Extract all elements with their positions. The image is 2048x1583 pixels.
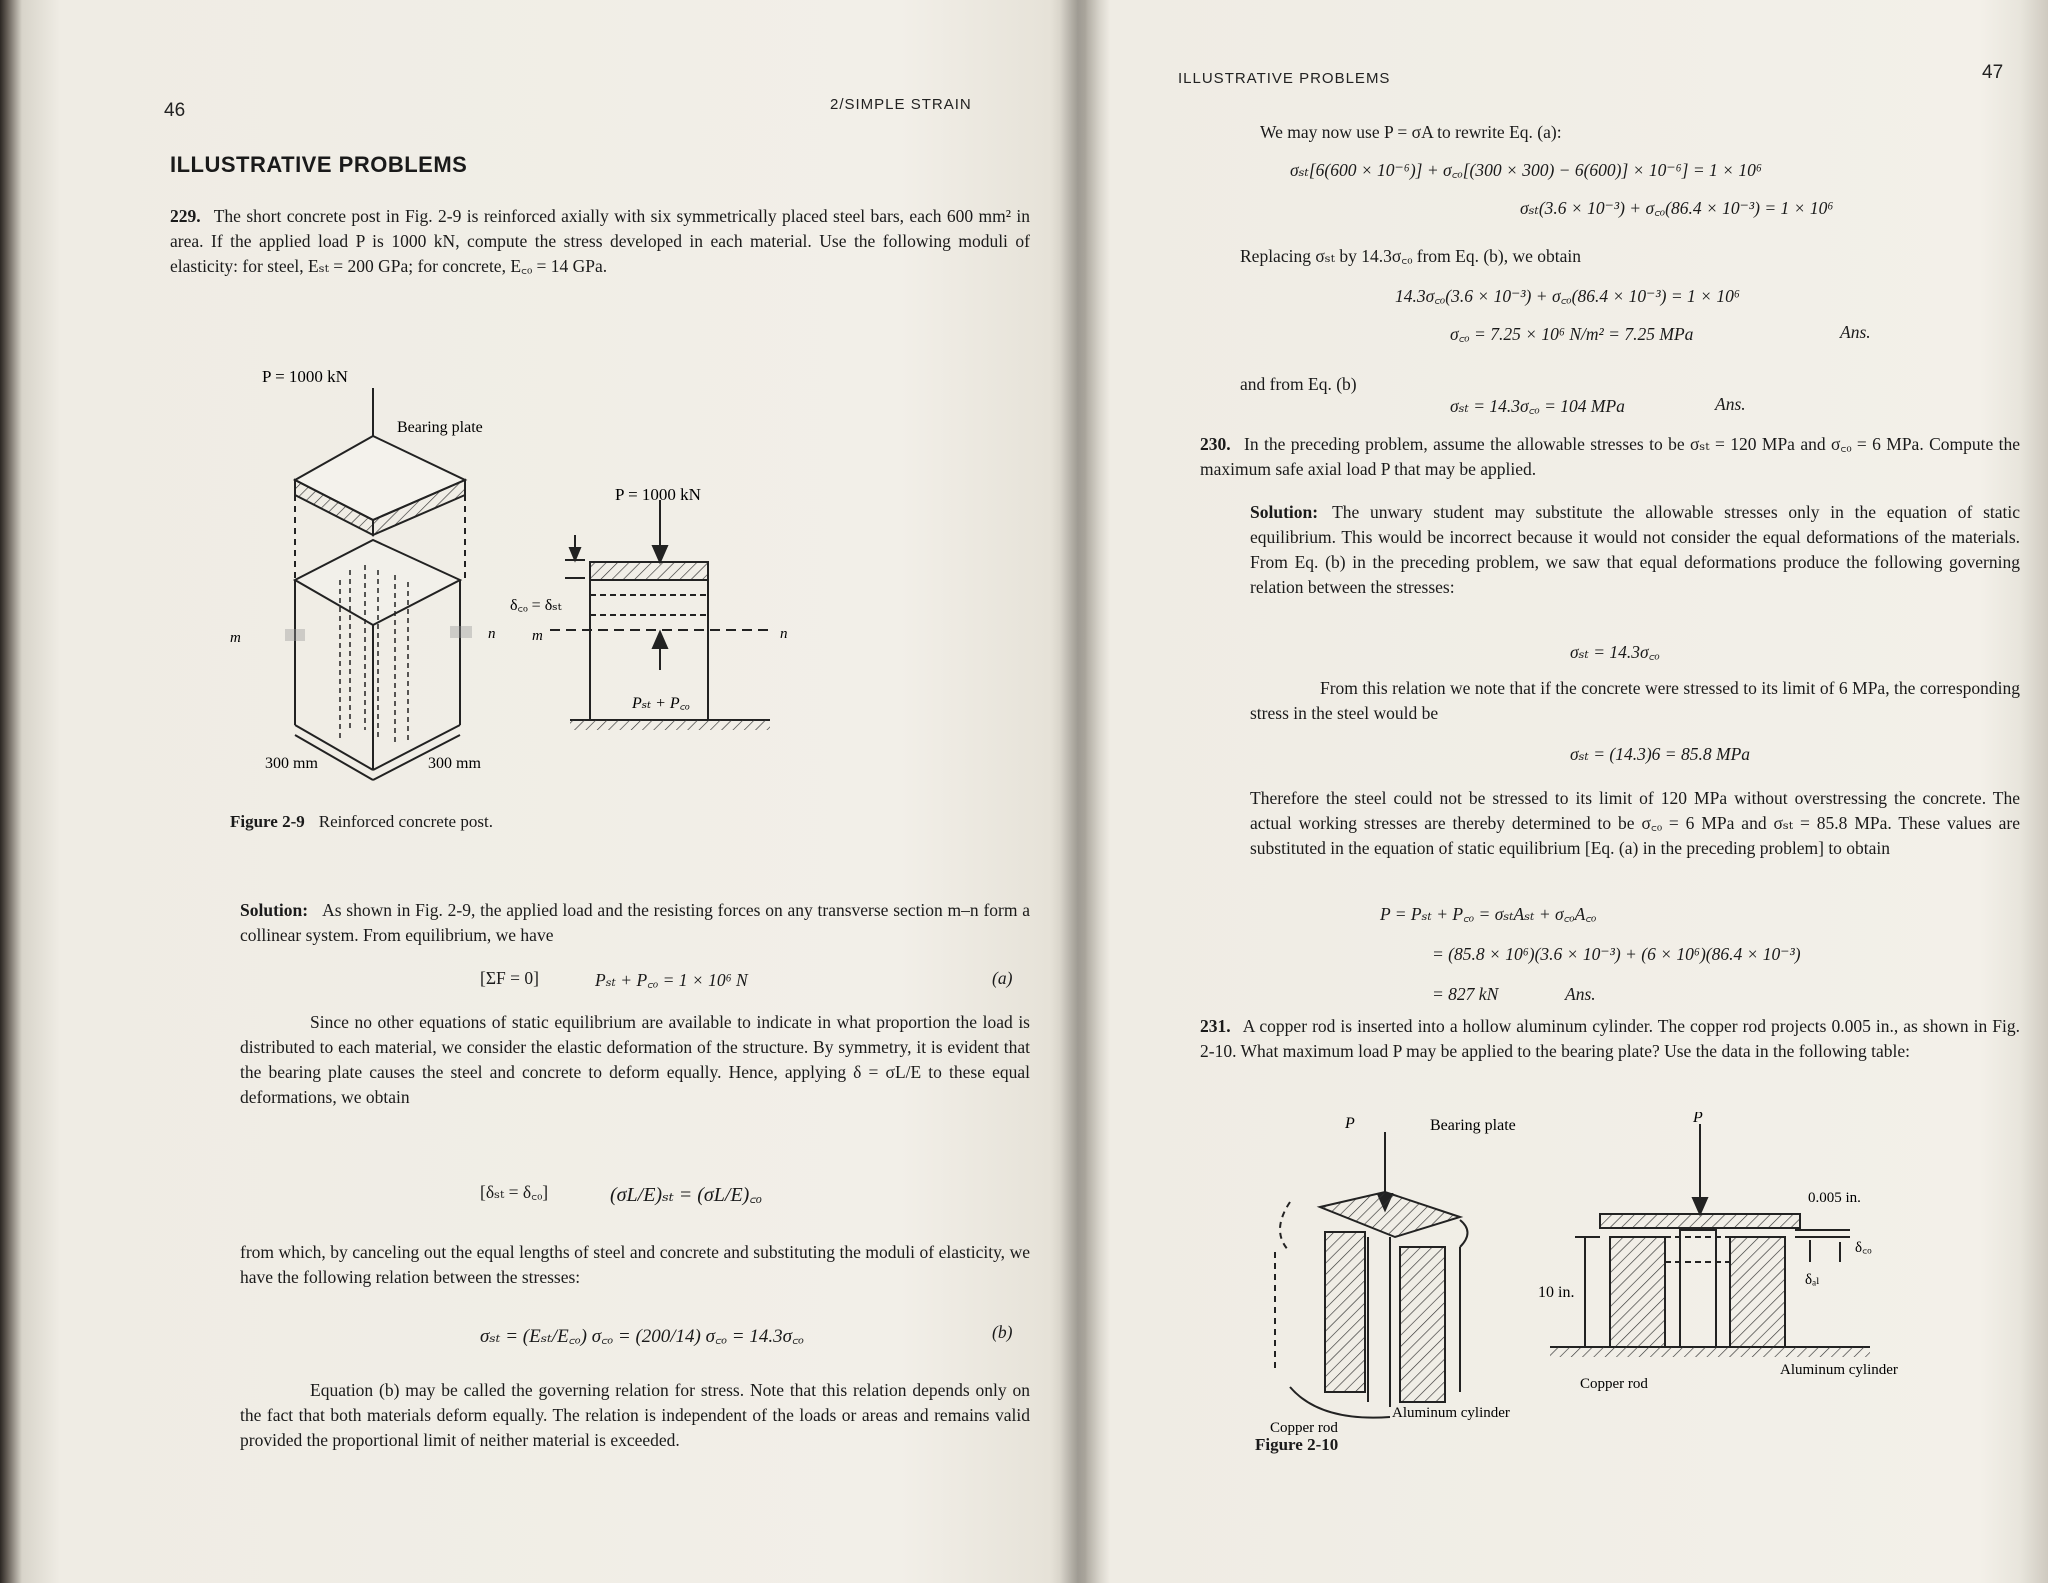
eq-b: σₛₜ = (Eₛₜ/E꜀ₒ) σ꜀ₒ = (200/14) σ꜀ₒ = 14.3σ꜀ₒ [480, 1326, 804, 1347]
forces-label: Pₛₜ + P꜀ₒ [632, 695, 690, 712]
paragraph-3: from which, by canceling out the equal lengths of steel and concrete and substituting the moduli of elasticity, we have the following relation between the stresses: [240, 1242, 1030, 1287]
paragraph-2: Since no other equations of static equilibrium are available to indicate in what proportion the load is distributed to each material, we consider the elastic deformation of the structure. By symmetry, it is evident that the bearing plate causes the steel and concrete to deform equally. Hence, applying δ = σL/E to these equal deformations, we obtain [240, 1012, 1030, 1107]
eq-9: = (85.8 × 10⁶)(3.6 × 10⁻³) + (6 × 10⁶)(86.4 × 10⁻³) [1432, 944, 1801, 964]
gap-label: 0.005 in. [1808, 1190, 1861, 1206]
bearing-plate-label: Bearing plate [1430, 1117, 1516, 1134]
book-gutter [1060, 0, 1100, 1583]
solution-230 [1250, 500, 2020, 600]
problem-number: 231. [1200, 1016, 1231, 1036]
post-isometric [285, 388, 472, 780]
figure-caption-2-10: Figure 2-10 [1255, 1435, 1339, 1454]
p-label-right: P [1693, 1112, 1703, 1126]
delta-al-label: δₐₗ [1805, 1272, 1820, 1288]
eq-a-tag: (a) [992, 968, 1013, 988]
section-view [1550, 1124, 1870, 1357]
eq-7: σₛₜ = (14.3)6 = 85.8 MPa [1570, 744, 1751, 764]
figure-2-9 [210, 370, 1030, 790]
figure-caption-text: Reinforced concrete post. [318, 812, 493, 831]
eq-a: Pₛₜ + P꜀ₒ = 1 × 10⁶ N [595, 970, 748, 990]
dim-label-2: 300 mm [428, 755, 481, 772]
paragraph-230c: Therefore the steel could not be stressed to its limit of 120 MPa without overstressing the concrete. The actual working stresses are thereby determined to be σ꜀ₒ = 6 MPa and σₛₜ = 85.8 MPa. These values are substituted in the equation of static equilibrium [Eq. (a) in the preceding problem] to obtain [1250, 788, 2020, 858]
line-1: We may now use P = σA to rewrite Eq. (a): [1260, 122, 1562, 142]
section-title: ILLUSTRATIVE PROBLEMS [170, 152, 468, 177]
ans-3: Ans. [1565, 984, 1596, 1004]
line-2: Replacing σₛₜ by 14.3σ꜀ₒ from Eq. (b), we obtain [1240, 246, 1582, 266]
eq-delta: (σL/E)ₛₜ = (σL/E)꜀ₒ [610, 1184, 762, 1206]
aluminum-label-left: Aluminum cylinder [1392, 1405, 1510, 1421]
n-label-left: n [488, 626, 496, 642]
page-number-right: 47 [1982, 62, 2004, 83]
eq-5: σₛₜ = 14.3σ꜀ₒ = 104 MPa [1450, 396, 1625, 416]
solution-label: Solution: [1250, 502, 1319, 522]
paragraph-4: Equation (b) may be called the governing relation for stress. Note that this relation depends only on the fact that both materials deform equally. The relation is independent of the loads or areas and remains valid provided the proportional limit of neither material is exceeded. [240, 1380, 1030, 1450]
problem-text: In the preceding problem, assume the allowable stresses to be σₛₜ = 120 MPa and σ꜀ₒ = 6 MPa. Compute the maximum safe axial load P that may be applied. [1200, 434, 2021, 479]
problem-text: The short concrete post in Fig. 2-9 is reinforced axially with six symmetrically placed steel bars, each 600 mm² in area. If the applied load P is 1000 kN, compute the stress developed in each material. Use the following moduli of elasticity: for steel, Eₛₜ = 200 GPa; for concrete, E꜀ₒ = 14 GPa. [170, 206, 1030, 276]
height-label: 10 in. [1538, 1284, 1575, 1301]
eq-b-tag: (b) [992, 1322, 1013, 1342]
ans-1: Ans. [1840, 322, 1871, 342]
figure-caption-2-9 [230, 812, 493, 832]
load-label-right: P = 1000 kN [615, 485, 701, 504]
solution-text: As shown in Fig. 2-9, the applied load and the resisting forces on any transverse section m–n form a collinear system. From equilibrium, we have [240, 900, 1030, 945]
copper-rod-label-left: Copper rod [1270, 1420, 1338, 1436]
n-label-right: n [780, 626, 788, 642]
delta-label: δ꜀ₒ = δₛₜ [510, 597, 562, 614]
problem-text: A copper rod is inserted into a hollow aluminum cylinder. The copper rod projects 0.005 in., as shown in Fig. 2-10. What maximum load P may be applied to the bearing plate? Use the data in the following table: [1200, 1016, 2020, 1061]
paragraph-230b: From this relation we note that if the concrete were stressed to its limit of 6 MPa, the corresponding stress in the steel would be [1250, 678, 2020, 723]
eq-a-left: [ΣF = 0] [480, 968, 539, 988]
solution-229 [240, 898, 1030, 948]
line-3: and from Eq. (b) [1240, 374, 1357, 394]
eq-6: σₛₜ = 14.3σ꜀ₒ [1570, 642, 1660, 662]
bearing-plate-label: Bearing plate [397, 419, 483, 436]
problem-229 [170, 204, 1030, 279]
load-label-left: P = 1000 kN [262, 370, 348, 386]
copper-rod-label-right: Copper rod [1580, 1376, 1648, 1392]
problem-231 [1200, 1014, 2020, 1064]
dim-label-1: 300 mm [265, 755, 318, 772]
solution-label: Solution: [240, 900, 309, 920]
eq-10: = 827 kN [1432, 984, 1499, 1004]
eq-8: P = Pₛₜ + P꜀ₒ = σₛₜAₛₜ + σ꜀ₒA꜀ₒ [1380, 904, 1597, 924]
isometric-assembly [1275, 1132, 1468, 1418]
eq-4: σ꜀ₒ = 7.25 × 10⁶ N/m² = 7.25 MPa [1450, 324, 1694, 344]
running-head-right: ILLUSTRATIVE PROBLEMS [1178, 70, 1391, 87]
eq-3: 14.3σ꜀ₒ(3.6 × 10⁻³) + σ꜀ₒ(86.4 × 10⁻³) = 1 × 10⁶ [1395, 286, 1740, 306]
aluminum-label-right: Aluminum cylinder [1780, 1362, 1898, 1378]
figure-number: Figure 2-9 [230, 812, 305, 831]
eq-delta-left: [δₛₜ = δ꜀ₒ] [480, 1182, 549, 1202]
delta-co-label: δ꜀ₒ [1855, 1240, 1872, 1256]
left-page [150, 0, 1030, 1583]
problem-230 [1200, 432, 2020, 482]
m-label-right: m [532, 628, 543, 644]
problem-number: 230. [1200, 434, 1231, 454]
page-number: 46 [164, 100, 186, 121]
problem-number: 229. [170, 206, 201, 226]
p-label-left: P [1345, 1115, 1355, 1132]
ans-2: Ans. [1715, 394, 1746, 414]
right-page [1170, 0, 2030, 1583]
running-head: 2/SIMPLE STRAIN [830, 96, 972, 113]
m-label-left: m [230, 630, 241, 646]
solution-text: The unwary student may substitute the allowable stresses only in the equation of static equilibrium. This would be incorrect because it would not consider the equal deformations of the materials. From Eq. (b) in the preceding problem, we saw that equal deformations produce the following governing relation between the stresses: [1250, 502, 2020, 597]
eq-2: σₛₜ(3.6 × 10⁻³) + σ꜀ₒ(86.4 × 10⁻³) = 1 × 10⁶ [1520, 198, 1834, 218]
figure-2-10 [1250, 1112, 2030, 1472]
eq-1: σₛₜ[6(600 × 10⁻⁶)] + σ꜀ₒ[(300 × 300) − 6(600)] × 10⁻⁶] = 1 × 10⁶ [1290, 160, 1762, 180]
